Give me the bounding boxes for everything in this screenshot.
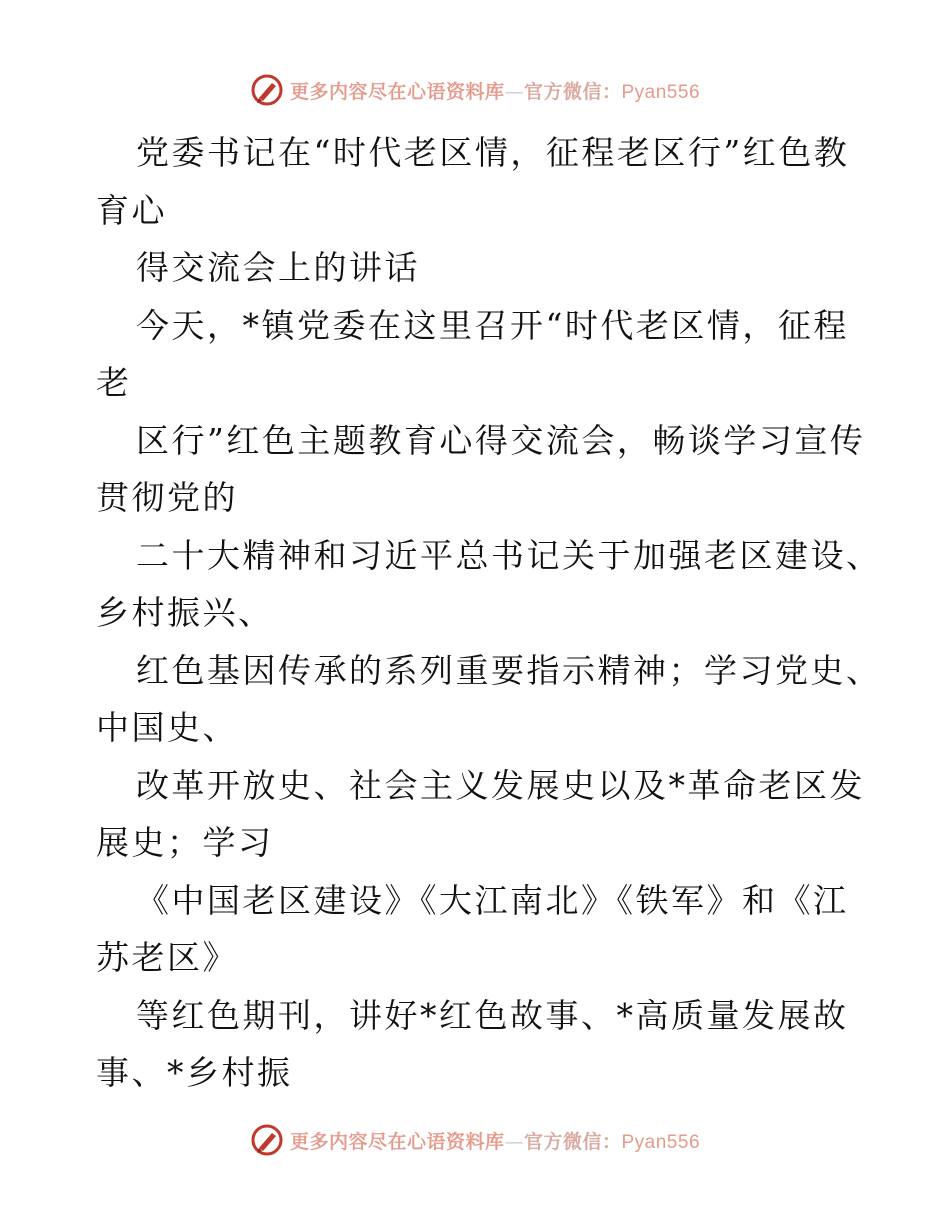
banner-text [290,77,700,104]
banner-separator: — [504,80,524,103]
pen-logo-icon [250,1123,284,1157]
document-line: 党委书记在“时代老区情，征程老区行”红色教 [136,133,850,172]
banner-title: 更多内容尽在心语资料库 [289,80,505,103]
banner-wechat-id: Pyan556 [621,1131,701,1153]
document-line: 中国史、 [96,708,238,747]
document-body [96,124,882,1102]
document-line: 二十大精神和习近平总书记关于加强老区建设、 [136,535,882,575]
document-line: 苏老区》 [96,938,238,977]
document-line: 今天，*镇党委在这里召开“时代老区情，征程 [136,305,849,345]
footer-banner [0,1120,950,1160]
banner-title: 更多内容尽在心语资料库 [289,1130,505,1153]
banner-text [290,1127,700,1154]
banner-wechat-label: 官方微信： [523,80,622,103]
banner-wechat-id: Pyan556 [621,81,701,103]
header-banner [0,70,950,110]
document-line: 区行”红色主题教育心得交流会，畅谈学习宣传 [136,420,866,460]
banner-separator: — [504,1130,524,1153]
document-line: 事、*乡村振 [96,1053,293,1092]
document-line: 得交流会上的讲话 [136,248,420,287]
document-line: 改革开放史、社会主义发展史以及*革命老区发 [136,765,865,805]
document-line: 展史；学习 [96,823,274,862]
document-line: 《中国老区建设》《大江南北》《铁军》和《江 [136,880,849,920]
document-line: 育心 [96,190,167,230]
document-line: 老 [96,363,132,402]
banner-wechat-label: 官方微信： [523,1130,622,1153]
document-line: 红色基因传承的系列重要指示精神；学习党史、 [136,650,882,690]
pen-logo-icon [250,73,284,107]
document-line: 乡村振兴、 [96,593,274,632]
document-line: 贯彻党的 [96,478,238,517]
document-line: 等红色期刊，讲好*红色故事、*高质量发展故 [136,995,849,1035]
